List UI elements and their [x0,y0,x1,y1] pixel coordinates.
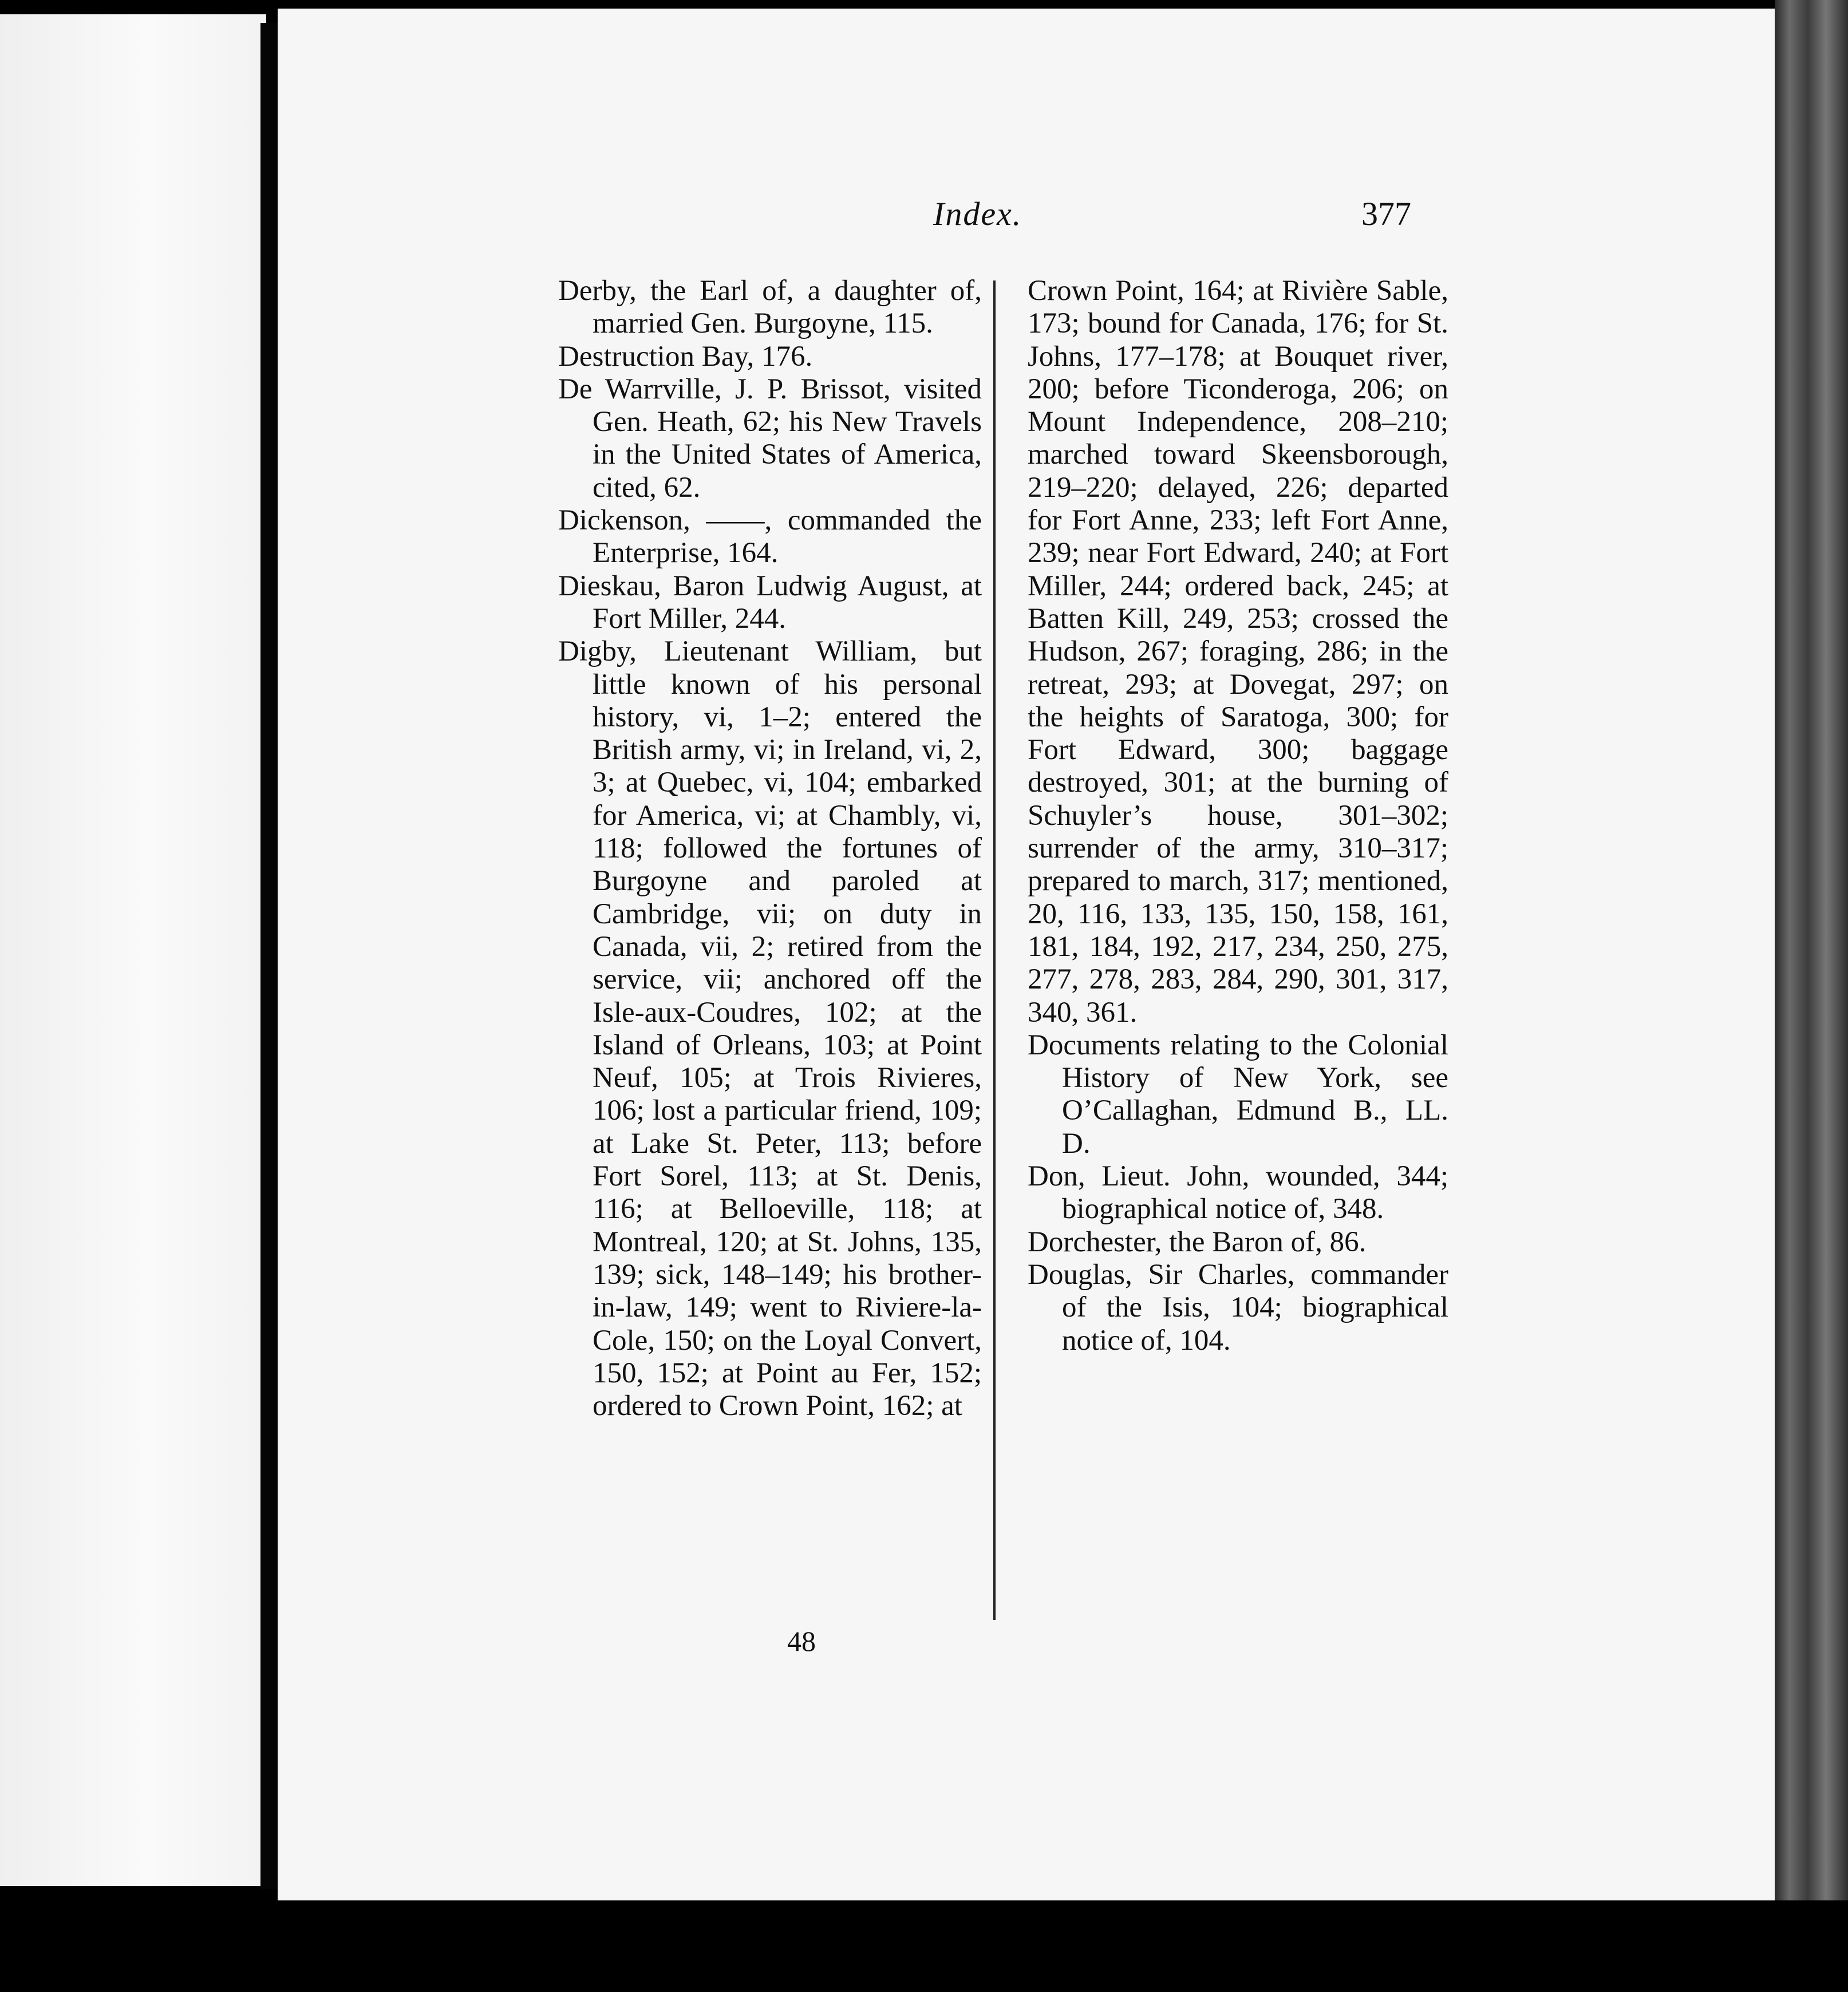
index-entry: De Warrville, J. P. Brissot, visited Gen. Heath, 62; his New Travels in the United States of America, cited, 62. [558,373,982,504]
page-number: 377 [1361,195,1411,232]
book-binding-gutter [260,23,278,1889]
index-column-left [558,275,982,1422]
index-entry: Dorchester, the Baron of, 86. [1028,1226,1367,1258]
signature-mark: 48 [787,1625,816,1657]
index-entry: Derby, the Earl of, a daughter of, married Gen. Burgoyne, 115. [558,275,982,340]
index-entry: Dieskau, Baron Ludwig August, at Fort Miller, 244. [558,570,982,635]
index-entry: Documents relating to the Colonial History of New York, see O’Callaghan, Edmund B., LL. D. [1028,1029,1448,1160]
scan-border-bottom [0,1900,1848,1992]
index-column-right [1028,275,1448,1357]
index-page [278,9,1775,1900]
index-entry: Destruction Bay, 176. [558,340,813,373]
index-entry: Douglas, Sir Charles, commander of the Isis, 104; biographical notice of, 104. [1028,1258,1448,1357]
page-edge-shadow [1775,0,1848,1906]
index-entry-continuation: Crown Point, 164; at Rivière Sable, 173; bound for Canada, 176; for St. Johns, 177–178; at Bouquet river, 200; before Ticonderoga, 206; on Mount Independence, 208–210; marched toward Skeensborough, 219–220; delayed, 226; departed for Fort Anne, 233; left Fort Anne, 239; near Fort Edward, 240; at Fort Miller, 244; ordered back, 245; at Batten Kill, 249, 253; crossed the Hudson, 267; foraging, 286; in the retreat, 293; at Dovegat, 297; on the heights of Saratoga, 300; for Fort Edward, 300; baggage destroyed, 301; at the burning of Schuyler’s house, 301–302; surrender of the army, 310–317; prepared to march, 317; mentioned, 20, 116, 133, 135, 150, 158, 161, 181, 184, 192, 217, 234, 250, 275, 277, 278, 283, 284, 290, 301, 317, 340, 361. [1028,275,1448,1029]
column-divider [993,280,996,1620]
running-title: Index. [933,195,1022,232]
index-entry: Don, Lieut. John, wounded, 344; biographical notice of, 348. [1028,1160,1448,1226]
facing-page-blank [0,14,266,1886]
index-entry: Dickenson, ——, commanded the Enterprise, 164. [558,504,982,570]
index-entry: Digby, Lieutenant William, but little known of his personal history, vi, 1–2; entered the British army, vi; in Ireland, vi, 2, 3; at Quebec, vi, 104; embarked for America, vi; at Chambly, vi, 118; followed the fortunes of Burgoyne and paroled at Cambridge, vii; on duty in Canada, vii, 2; retired from the service, vii; anchored off the Isle-aux-Coudres, 102; at the Island of Orleans, 103; at Point Neuf, 105; at Trois Rivieres, 106; lost a particular friend, 109; at Lake St. Peter, 113; before Fort Sorel, 113; at St. Denis, 116; at Belloeville, 118; at Montreal, 120; at St. Johns, 135, 139; sick, 148–149; his brother-in-law, 149; went to Riviere-la-Cole, 150; on the Loyal Convert, 150, 152; at Point au Fer, 152; ordered to Crown Point, 162; at [558,635,982,1422]
